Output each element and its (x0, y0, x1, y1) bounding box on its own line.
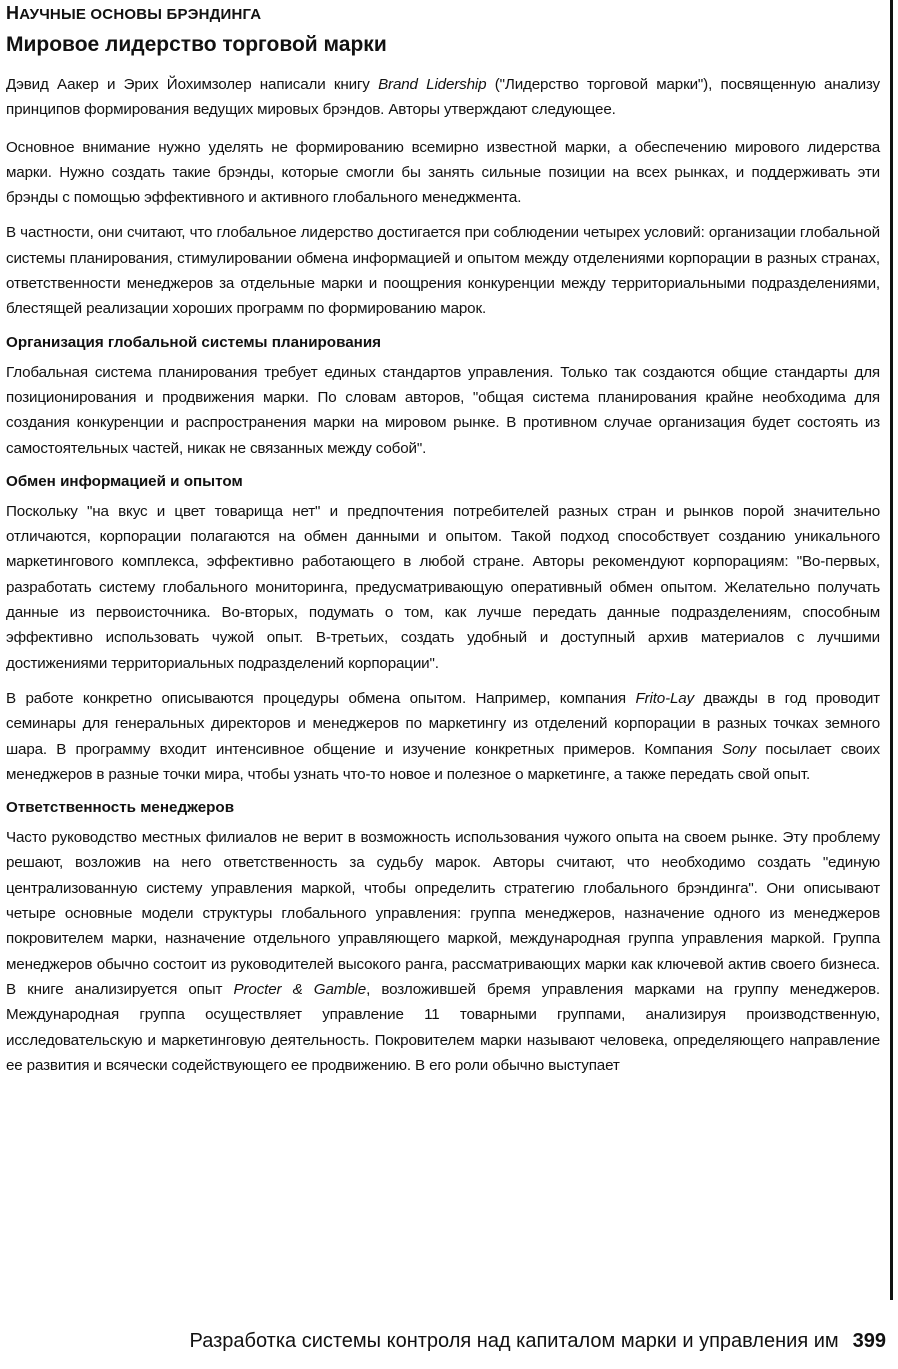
paragraph-manager-responsibility: Часто руководство местных филиалов не верит в возможность использования чужого опыта на своем рынке. Эту проблему решают, возложив на него ответственность за судьбу марок. Авторы считают, что необходимо создать "единую централизованную систему управления маркой, чтобы определить стратегию глобального брэндинга". Они описывают четыре основные модели структуры глобального управления: группа менеджеров, назначение одного из менеджеров покровителем марки, назначение отдельного управляющего маркой, международная группа управления маркой. Группа менеджеров обычно состоит из руководителей высокого ранга, рассматривающих марки как ключевой актив своего бизнеса. В книге анализируется опыт Procter & Gamble, возложившей бремя управления марками на группу менеджеров. Международная группа осуществляет управление 11 товарными группами, анализируя производственную, исследовательскую и маркетинговую деятельность. Покровителем марки называют человека, определяющего направление ее развития и всячески содействующего ее продвижению. В его роли обычно выступает (6, 829, 880, 1074)
heading-manager-responsibility: Ответственность менеджеров (6, 799, 235, 817)
article-title: Мировое лидерство торговой марки (6, 33, 387, 56)
paragraph-four-conditions: В частности, они считают, что глобальное лидерство достигается при соблюдении четырех условий: организации глобальной системы планирования, стимулировании обмена информацией и опытом между отделениями корпорации в разных странах, ответственности менеджеров за отдельные марки и поощрения конкуренции между территориальными подразделениями, блестящей реализации хороших программ по формированию марок. (6, 224, 880, 318)
margin-rule (890, 0, 893, 1300)
running-footer (190, 1328, 886, 1354)
section-label: НАУЧНЫЕ ОСНОВЫ БРЭНДИНГА (6, 3, 262, 23)
brand-name: Procter & Gamble (233, 980, 367, 998)
intro-paragraph: Дэвид Аакер и Эрих Йохимзолер написали книгу Brand Lidership ("Лидерство торговой марки"), посвященную анализу принципов формирования ведущих мировых брэндов. Авторы утверждают следующее. (6, 76, 880, 119)
heading-information-exchange: Обмен информацией и опытом (6, 472, 243, 490)
brand-name: Sony (722, 740, 757, 758)
paragraph-main-idea: Основное внимание нужно уделять не формированию всемирно известной марки, а обеспечению мирового лидерства марки. Нужно создать такие брэнды, которые смогли бы занять сильные позиции на всех рынках, и поддерживать эти брэнды с помощью эффективного и активного глобального менеджмента. (6, 138, 880, 207)
paragraph-global-planning: Глобальная система планирования требует единых стандартов управления. Только так создаются общие стандарты для позиционирования и продвижения марки. По словам авторов, "общая система планирования крайне необходима для создания конкуренции и распространения марки на мировом рынке. В противном случае организация будет состоять из самостоятельных частей, никак не связанных между собой". (6, 363, 880, 457)
running-title: Разработка системы контроля над капиталом марки и управления им (189, 1330, 839, 1352)
page-number: 399 (852, 1330, 886, 1352)
paragraph-exchange-examples: В работе конкретно описываются процедуры обмена опытом. Например, компания Frito-Lay дважды в год проводит семинары для генеральных директоров и менеджеров по маркетингу из отделений корпорации в разных точках земного шара. В программу входит интенсивное общение и изучение конкретных примеров. Компания Sony посылает своих менеджеров в разные точки мира, чтобы узнать что-то новое и полезное о маркетинге, а также передать свой опыт. (6, 689, 880, 783)
book-title: Brand Lidership (378, 76, 487, 93)
paragraph-information-exchange: Поскольку "на вкус и цвет товарища нет" и предпочтения потребителей разных стран и рынков порой значительно отличаются, корпорации полагаются на обмен данными и опытом. Такой подход способствует созданию уникального маркетингового комплекса, эффективно работающего в любой стране. Авторы рекомендуют корпорациям: "Во-первых, разработать систему глобального мониторинга, предусматривающую оперативный обмен опытом. Желательно получать данные из первоисточника. Во-вторых, подумать о том, как лучше передать данные подразделениям, способным эффективно использовать чужой опыт. В-третьих, создать удобный и доступный архив материалов с лучшими достижениями территориальных подразделений корпорации". (6, 502, 880, 672)
page-content (6, 4, 880, 1078)
heading-global-planning: Организация глобальной системы планирования (6, 333, 382, 351)
brand-name: Frito-Lay (635, 689, 695, 707)
